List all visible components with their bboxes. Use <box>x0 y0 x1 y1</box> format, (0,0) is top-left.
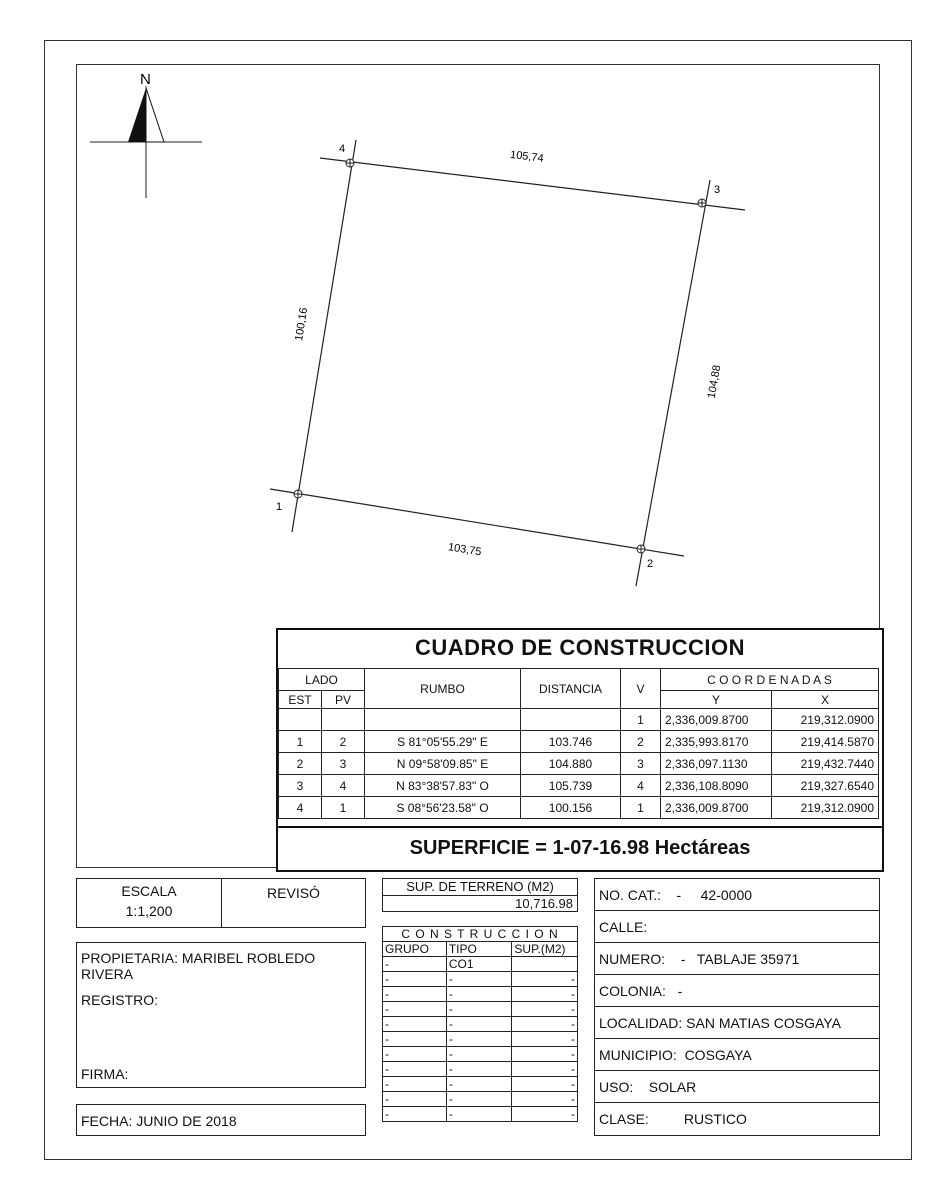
table-row: - - - <box>383 1002 578 1017</box>
superficie-total: SUPERFICIE = 1-07-16.98 Hectáreas <box>278 826 882 868</box>
localidad-label: LOCALIDAD: SAN MATIAS COSGAYA <box>599 1015 841 1031</box>
table-row: - CO1 <box>383 957 578 972</box>
clase-label: CLASE: <box>599 1111 649 1127</box>
construccion-title: C O N S T R U C C I O N <box>383 927 578 942</box>
localidad-row <box>595 1007 879 1039</box>
table-row: - - - <box>383 1047 578 1062</box>
calle-label: CALLE: <box>599 919 648 935</box>
table-row: 2 3 N 09°58'09.85" E 104.880 3 2,336,097.1130 219,432.7440 <box>279 753 879 775</box>
propietaria-line2: RIVERA <box>81 966 134 982</box>
municipio-row <box>595 1039 879 1071</box>
construccion-table <box>382 926 578 1136</box>
header-distancia: DISTANCIA <box>521 669 621 709</box>
header-coordenadas: C O O R D E N A D A S <box>661 669 879 691</box>
vertex-label-3: 3 <box>714 184 721 196</box>
calle-row <box>595 911 879 943</box>
header-y: Y <box>661 691 772 709</box>
side-label-bottom: 103,75 <box>447 541 483 559</box>
table-row: - - - <box>383 1077 578 1092</box>
north-arrow-icon <box>90 71 202 198</box>
table-row: - - - <box>383 987 578 1002</box>
table-row: - - - <box>383 1092 578 1107</box>
numero-label: NUMERO: <box>599 951 666 967</box>
colonia-value: - <box>677 983 683 999</box>
colonia-label: COLONIA: <box>599 983 666 999</box>
clase-row <box>595 1103 879 1135</box>
table-row: - - - <box>383 1107 578 1122</box>
table-row: - - - <box>383 1032 578 1047</box>
side-label-left: 100,16 <box>293 306 311 342</box>
numero-value: - TABLAJE 35971 <box>680 951 800 967</box>
vertex-label-2: 2 <box>647 558 654 570</box>
no-cat-label: NO. CAT.: <box>599 887 661 903</box>
construction-table <box>276 628 884 872</box>
registro-label: REGISTRO: <box>81 992 159 1008</box>
firma-label: FIRMA: <box>81 1066 129 1082</box>
header-rumbo: RUMBO <box>365 669 521 709</box>
table-row: 1 2,336,009.8700 219,312.0900 <box>279 709 879 731</box>
header-tipo: TIPO <box>446 942 512 957</box>
no-cat-value: - 42-0000 <box>676 887 753 903</box>
table-row: - - - <box>383 972 578 987</box>
municipio-value: COSGAYA <box>684 1047 752 1063</box>
table-row: - - - <box>383 1062 578 1077</box>
uso-row <box>595 1071 879 1103</box>
side-label-right: 104,88 <box>705 364 724 400</box>
colonia-row <box>595 975 879 1007</box>
escala-value: 1:1,200 <box>125 903 173 919</box>
header-est: EST <box>279 691 322 709</box>
north-label: N <box>140 71 151 88</box>
escala-box <box>76 878 222 928</box>
sup-terreno-box <box>382 878 578 912</box>
reviso-box <box>221 878 366 928</box>
header-x: X <box>772 691 879 709</box>
no-cat-row <box>595 879 879 911</box>
table-row: 3 4 N 83°38'57.83" O 105.739 4 2,336,108.8090 219,327.6540 <box>279 775 879 797</box>
fecha-label: FECHA: JUNIO DE 2018 <box>81 1113 237 1129</box>
table-row: - - - <box>383 1017 578 1032</box>
vertex-markers <box>294 159 706 553</box>
sup-terreno-label: SUP. DE TERRENO (M2) <box>383 879 577 896</box>
construction-table-grid <box>278 668 879 819</box>
municipio-label: MUNICIPIO: <box>599 1047 677 1063</box>
sup-terreno-value: 10,716.98 <box>515 896 573 911</box>
owner-box <box>76 942 366 1088</box>
side-label-top: 105,74 <box>509 148 545 165</box>
property-info-box <box>594 878 880 1136</box>
parcel-boundary <box>270 140 745 586</box>
reviso-label: REVISÓ <box>267 885 320 901</box>
header-v: V <box>621 669 661 709</box>
vertex-label-1: 1 <box>276 501 283 513</box>
header-grupo: GRUPO <box>383 942 447 957</box>
clase-value: RUSTICO <box>683 1111 747 1127</box>
header-lado: LADO <box>279 669 365 691</box>
construction-table-title: CUADRO DE CONSTRUCCION <box>415 635 745 660</box>
vertex-label-4: 4 <box>339 143 346 155</box>
header-sup: SUP.(M2) <box>512 942 578 957</box>
propietaria-line1: PROPIETARIA: MARIBEL ROBLEDO <box>81 950 316 966</box>
uso-label: USO: <box>599 1079 634 1095</box>
fecha-box <box>76 1104 366 1136</box>
escala-label: ESCALA <box>121 883 177 899</box>
table-row: 4 1 S 08°56'23.58" O 100.156 1 2,336,009.8700 219,312.0900 <box>279 797 879 819</box>
numero-row <box>595 943 879 975</box>
header-pv: PV <box>322 691 365 709</box>
table-row: 1 2 S 81°05'55.29" E 103.746 2 2,335,993.8170 219,414.5870 <box>279 731 879 753</box>
uso-value: SOLAR <box>648 1079 697 1095</box>
